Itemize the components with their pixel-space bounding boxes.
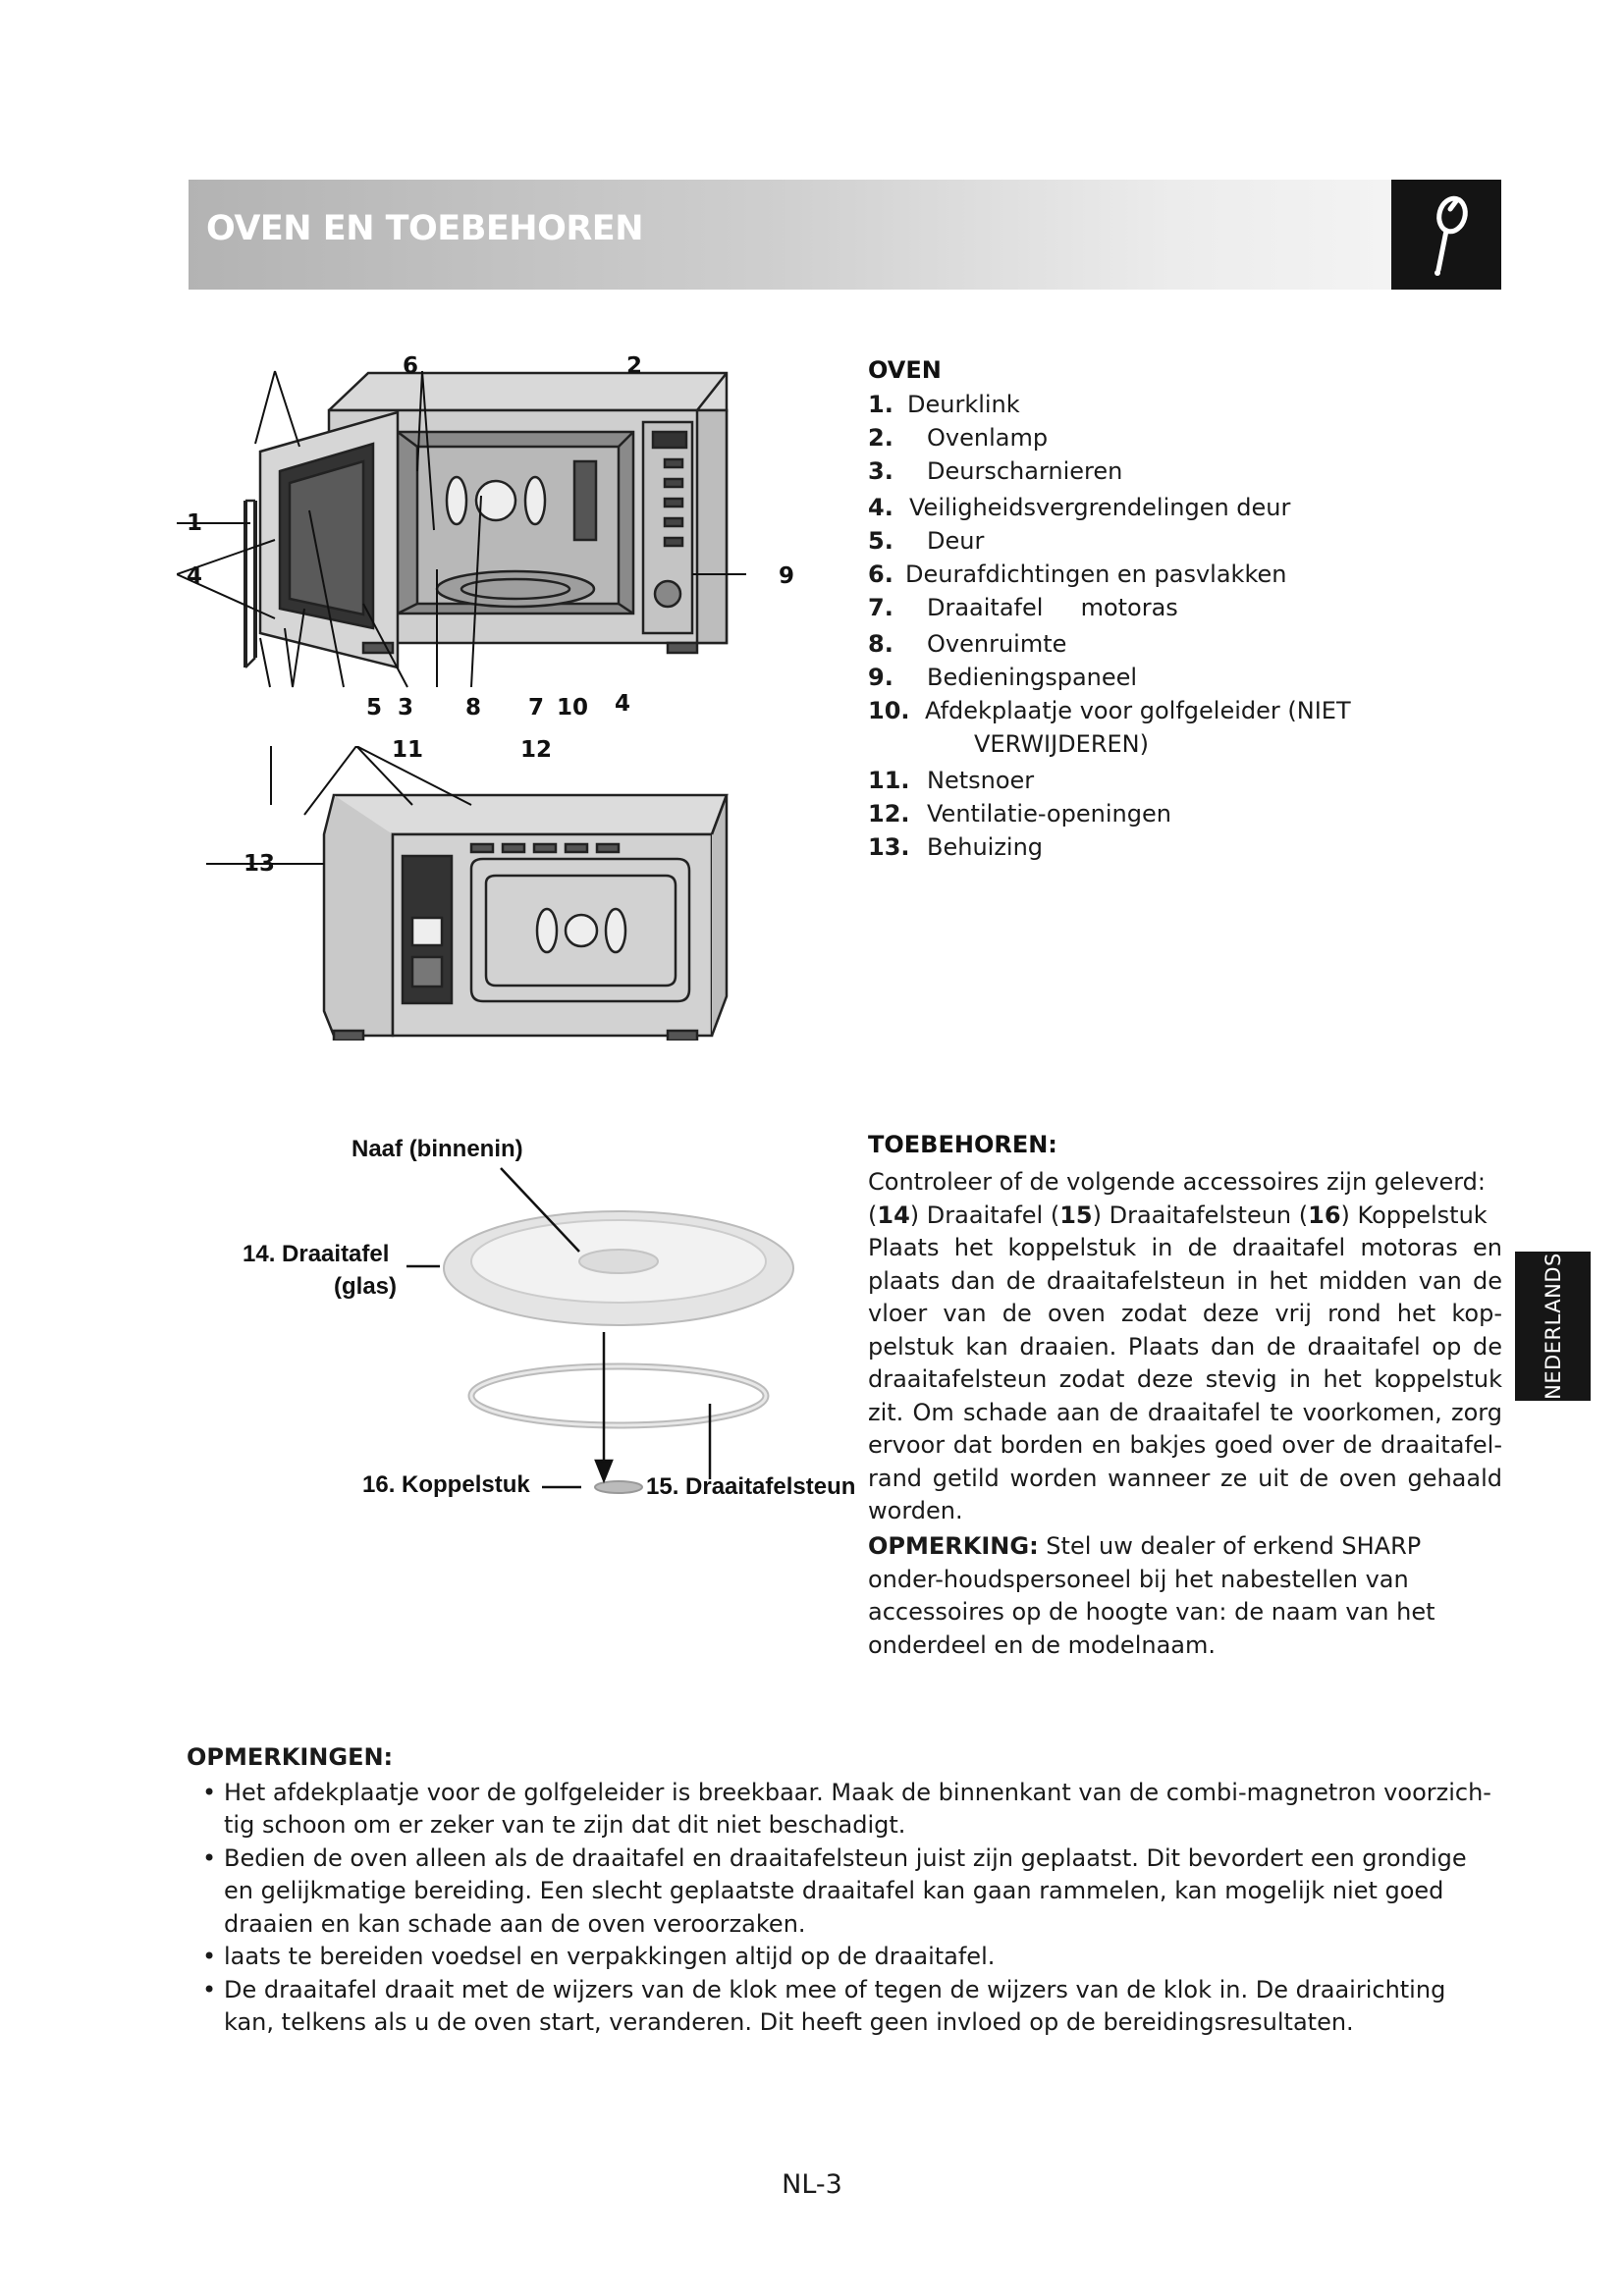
list-item: 9. Bedieningspaneel xyxy=(868,664,1138,691)
diagram-label: 10 xyxy=(557,695,589,721)
diagram-label: 3 xyxy=(398,695,414,721)
accessories-heading: TOEBEHOREN: xyxy=(868,1131,1057,1158)
diagram-label: 4 xyxy=(615,691,631,717)
list-item: 5. Deur xyxy=(868,527,985,555)
diagram-label: 12 xyxy=(520,737,553,763)
list-item: • Het afdekplaatje voor de golfgeleider is breekbaar. Maak de binnenkant van de combi-magnetron voorzich-tig schoon om er zeker van te zijn dat dit niet beschadigt. xyxy=(202,1778,1491,1839)
section-banner xyxy=(189,180,1501,290)
diagram-label: 7 xyxy=(528,695,545,721)
list-item: • laats te bereiden voedsel en verpakkingen altijd op de draaitafel. xyxy=(202,1943,996,1970)
oven-front-illustration xyxy=(177,353,825,726)
language-tab-label: NEDERLANDS xyxy=(1541,1253,1565,1400)
list-item: 1. Deurklink xyxy=(868,391,1020,418)
diagram-label: 5 xyxy=(366,695,383,721)
list-item: 3. Deurscharnieren xyxy=(868,457,1123,485)
diagram-label: 6 xyxy=(403,353,419,379)
list-item: 2. Ovenlamp xyxy=(868,424,1049,452)
note-text: Stel uw dealer of erkend SHARP onder-houdspersoneel bij het nabestellen van accessoires op de hoogte van: de naam van het onderdeel en de modelnaam. xyxy=(868,1532,1435,1659)
turntable-label-sub: (glas) xyxy=(334,1273,398,1300)
list-item: 13. Behuizing xyxy=(868,833,1044,861)
coupling-label: 16. Koppelstuk xyxy=(362,1471,530,1498)
hub-label: Naaf (binnenin) xyxy=(352,1136,523,1162)
language-tab xyxy=(1515,1252,1591,1401)
diagram-label: 1 xyxy=(187,510,203,536)
list-item: 8. Ovenruimte xyxy=(868,630,1067,658)
oven-heading: OVEN xyxy=(868,356,942,384)
remarks-title: OPMERKINGEN: xyxy=(187,1743,394,1771)
list-item: 10. Afdekplaatje voor golfgeleider (NIET xyxy=(868,697,1351,724)
accessories-body: Plaats het koppelstuk in de draaitafel motoras en plaats dan de draaitafelsteun in het midden van de vloer van de oven zodat deze vrij rond het kop-pelstuk kan draaien. Plaats dan de draaitafel op de draaitafelsteun zodat deze stevig in het koppelstuk zit. Om schade aan de draaitafel te voorkomen, zorg ervoor dat borden en bakjes goed over de draaitafel-rand getild worden wanneer ze uit de oven gehaald worden. xyxy=(868,1234,1502,1524)
list-item: VERWIJDEREN) xyxy=(974,730,1149,758)
page-number: NL-3 xyxy=(782,2169,842,2200)
turntable-label: 14. Draaitafel xyxy=(243,1241,390,1267)
accessories-list: (14) Draaitafel (15) Draaitafelsteun (16) Koppelstuk xyxy=(868,1201,1488,1229)
accessories-note xyxy=(868,1530,1502,1662)
list-item: 12. Ventilatie-openingen xyxy=(868,800,1171,828)
list-item: 4. Veiligheidsvergrendelingen deur xyxy=(868,494,1291,521)
support-label: 15. Draaitafelsteun xyxy=(646,1473,856,1500)
list-item: • Bedien de oven alleen als de draaitafel en draaitafelsteun juist zijn geplaatst. Dit bevordert een grondige en gelijkmatige bereiding. Een slecht geplaatste draaitafel kan gaan rammelen, kan mogelijk niet goed draaien en kan schade aan de oven veroorzaken. xyxy=(202,1843,1467,1938)
note-label: OPMERKING: xyxy=(868,1532,1039,1560)
diagram-label: 11 xyxy=(392,737,424,763)
oven-back-illustration xyxy=(177,746,746,1041)
wrench-icon xyxy=(1391,180,1501,290)
diagram-label: 4 xyxy=(187,563,203,589)
diagram-label: 2 xyxy=(626,353,643,379)
list-item: 6. Deurafdichtingen en pasvlakken xyxy=(868,561,1287,588)
accessories-intro: Controleer of de volgende accessoires zijn geleverd: xyxy=(868,1168,1486,1196)
diagram-label: 13 xyxy=(244,851,276,877)
diagram-label: 9 xyxy=(779,563,795,589)
list-item: 7. Draaitafel motoras xyxy=(868,594,1178,621)
accessories-illustration xyxy=(393,1163,854,1517)
remarks-section xyxy=(187,1741,1502,2040)
list-item: 11. Netsnoer xyxy=(868,767,1035,794)
diagram-label: 8 xyxy=(465,695,482,721)
page-title: OVEN EN TOEBEHOREN xyxy=(206,209,643,248)
list-item: • De draaitafel draait met de wijzers van de klok mee of tegen de wijzers van de klok in. De draairichting kan, telkens als u de oven start, veranderen. Dit heeft geen invloed op de bereidingsresultaten. xyxy=(202,1975,1446,2036)
